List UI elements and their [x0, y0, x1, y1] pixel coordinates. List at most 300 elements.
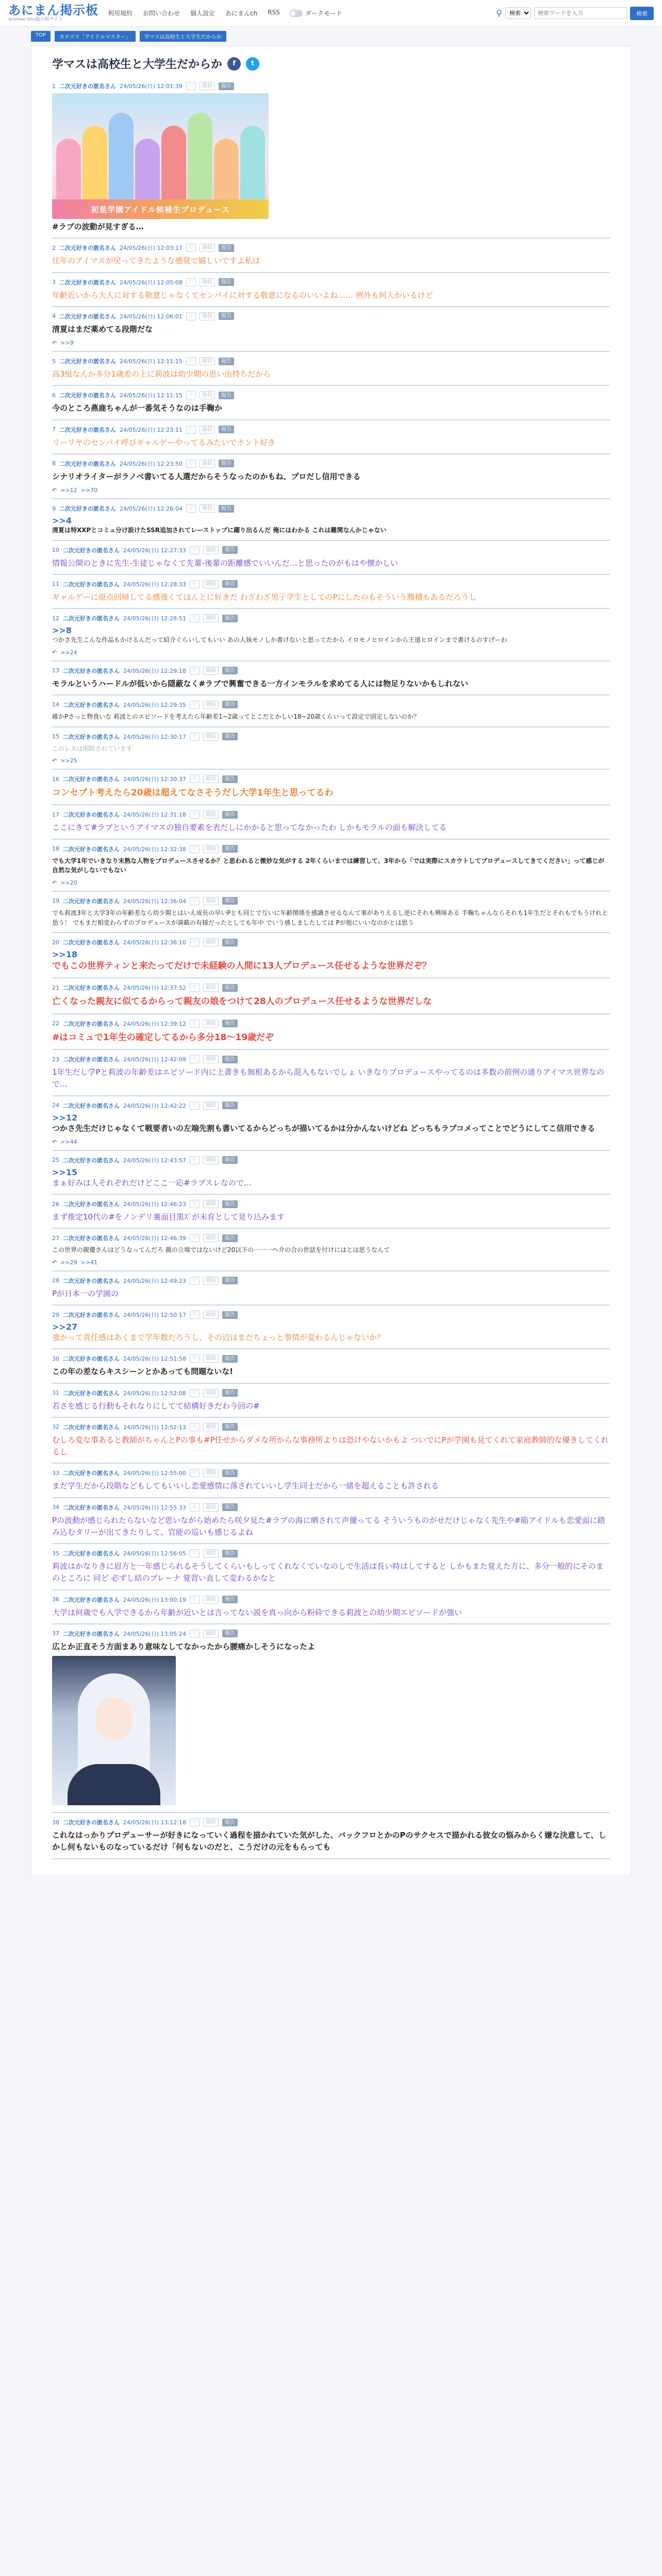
post-number[interactable]: 31: [52, 1389, 59, 1397]
like-icon[interactable]: ♡: [190, 1503, 200, 1512]
like-icon[interactable]: ♡: [190, 1469, 200, 1477]
reply-button[interactable]: 返信: [203, 810, 219, 819]
post-date: 24/05/26(日) 12:23:50: [120, 460, 183, 467]
like-icon[interactable]: ♡: [190, 1200, 200, 1208]
reply-button[interactable]: 返信: [203, 1630, 219, 1638]
post-meta: [52, 1200, 610, 1208]
search-input[interactable]: [534, 7, 627, 19]
post-date: 24/05/26(日) 12:42:09: [123, 1056, 186, 1063]
post-author: 二次元好きの匿名さん: [63, 985, 120, 992]
post-meta: [52, 1311, 610, 1319]
anchor-link[interactable]: >>18: [52, 950, 78, 960]
reply-button[interactable]: 返信: [203, 1389, 219, 1397]
post-author: 二次元好きの匿名さん: [63, 776, 120, 783]
like-icon[interactable]: ♡: [190, 1277, 200, 1285]
post-author: 二次元好きの匿名さん: [59, 505, 116, 512]
like-icon[interactable]: ♡: [186, 391, 196, 399]
like-icon[interactable]: ♡: [190, 1596, 200, 1604]
post-number[interactable]: 2: [52, 244, 56, 251]
post-meta: [52, 701, 610, 709]
reply-button[interactable]: 返信: [203, 1234, 219, 1242]
post-number[interactable]: 19: [52, 897, 59, 905]
post-date: 24/05/26(日) 12:28:33: [123, 581, 186, 588]
report-button[interactable]: 報告: [222, 845, 238, 853]
post-author: 二次元好きの匿名さん: [63, 667, 120, 674]
reply-button[interactable]: 返信: [200, 278, 215, 286]
post-meta: [52, 1503, 610, 1512]
like-icon[interactable]: ♡: [190, 938, 200, 946]
toggle-switch-icon[interactable]: [289, 10, 303, 17]
like-icon[interactable]: ♡: [190, 1389, 200, 1397]
reply-button[interactable]: 返信: [200, 244, 215, 252]
post-author: 二次元好きの匿名さん: [63, 939, 120, 946]
post-author: 二次元好きの匿名さん: [63, 733, 120, 740]
report-button[interactable]: 報告: [222, 667, 238, 674]
report-button[interactable]: 報告: [219, 278, 234, 286]
post-number[interactable]: 29: [52, 1311, 59, 1318]
report-button[interactable]: 報告: [222, 1630, 238, 1637]
report-button[interactable]: 報告: [222, 733, 238, 740]
breadcrumb-category[interactable]: カテゴリ「アイドルマスター」: [55, 31, 136, 42]
post-number[interactable]: 33: [52, 1469, 59, 1477]
like-icon[interactable]: ♡: [190, 1156, 200, 1164]
post-meta: [52, 1354, 610, 1363]
report-button[interactable]: 報告: [219, 244, 234, 252]
reply-button[interactable]: 返信: [203, 546, 219, 554]
post-meta: [52, 897, 610, 905]
post-author: 二次元好きの匿名さん: [63, 615, 120, 622]
post: [52, 1195, 610, 1229]
like-icon[interactable]: ♡: [190, 1311, 200, 1319]
post-number[interactable]: 16: [52, 775, 59, 783]
report-button[interactable]: 報告: [222, 615, 238, 622]
report-button[interactable]: 報告: [222, 1389, 238, 1397]
report-button[interactable]: 報告: [222, 1101, 238, 1109]
post-date: 24/05/26(日) 12:56:05: [123, 1550, 186, 1557]
report-button[interactable]: 報告: [222, 1056, 238, 1063]
reply-button[interactable]: 返信: [203, 1354, 219, 1363]
post-date: 24/05/26(日) 12:42:22: [123, 1102, 186, 1109]
anchor-link[interactable]: >>27: [52, 1322, 78, 1332]
like-icon[interactable]: ♡: [190, 614, 200, 622]
reply-button[interactable]: 返信: [203, 845, 219, 853]
like-icon[interactable]: ♡: [190, 810, 200, 819]
post-author: 二次元好きの匿名さん: [59, 83, 116, 90]
reply-button[interactable]: 返信: [203, 580, 219, 588]
reply-button[interactable]: 返信: [203, 1055, 219, 1063]
post-number[interactable]: 26: [52, 1200, 59, 1208]
reply-links: [52, 649, 610, 656]
reply-anchor-link[interactable]: >>12: [60, 487, 77, 494]
report-button[interactable]: 報告: [219, 505, 234, 513]
reply-button[interactable]: 返信: [203, 938, 219, 946]
post-number[interactable]: 8: [52, 460, 56, 467]
report-button[interactable]: 報告: [222, 1550, 238, 1557]
report-button[interactable]: 報告: [222, 1311, 238, 1319]
post-body: 清夏は特XXPとコミュ分け設けたSSR追加されてレーストップに躍り出るんだ 俺にはわかる これは難関なんかじゃない: [52, 527, 387, 534]
search-bar: [496, 7, 654, 20]
idol-figure: [188, 113, 212, 200]
nav-rss[interactable]: RSS: [268, 9, 280, 16]
post-author: 二次元好きの匿名さん: [63, 1312, 120, 1319]
post-date: 24/05/26(日) 12:39:12: [123, 1020, 186, 1027]
report-button[interactable]: 報告: [222, 1277, 238, 1284]
post-meta: [52, 1818, 610, 1826]
post: [52, 454, 610, 499]
like-icon[interactable]: ♡: [186, 82, 196, 90]
thread-container: [31, 46, 631, 1875]
logo-subtitle: animan bbs掲示板サイト: [8, 17, 63, 22]
reply-button[interactable]: 返信: [200, 426, 215, 434]
post-author: 二次元好きの匿名さん: [63, 1630, 120, 1637]
reply-anchor-link[interactable]: >>70: [80, 487, 98, 494]
post-number[interactable]: 20: [52, 939, 59, 946]
like-icon[interactable]: ♡: [190, 701, 200, 709]
reply-button[interactable]: 返信: [200, 504, 215, 513]
post: [52, 1384, 610, 1418]
report-button[interactable]: 報告: [219, 82, 234, 90]
like-icon[interactable]: ♡: [186, 278, 196, 286]
reply-button[interactable]: 返信: [203, 614, 219, 622]
reply-button[interactable]: 返信: [203, 1596, 219, 1604]
like-icon[interactable]: ♡: [186, 312, 196, 320]
reply-button[interactable]: 返信: [203, 1818, 219, 1826]
post-number[interactable]: 37: [52, 1630, 59, 1637]
post-body: 年齢近いから大人に対する敬意じゃなくてセンパイに対する敬意になるのいいよね…… 例外も何人かいるけど: [52, 290, 433, 300]
post-date: 24/05/26(日) 12:28:51: [123, 615, 186, 622]
post-number[interactable]: 1: [52, 82, 56, 90]
post-image[interactable]: [52, 1656, 176, 1805]
post: [52, 696, 610, 727]
post-date: 24/05/26(日) 12:36:04: [123, 897, 186, 905]
reply-anchor-link[interactable]: >>20: [60, 879, 77, 886]
reply-anchor-link[interactable]: >>9: [60, 340, 74, 346]
like-icon[interactable]: ♡: [190, 1020, 200, 1028]
post: [52, 978, 610, 1014]
post-date: 24/05/26(日) 12:26:04: [120, 505, 183, 512]
post-meta: [52, 244, 610, 252]
post-number[interactable]: 34: [52, 1504, 59, 1511]
post-body: ギャルゲーに原点回帰してる感強くてほんとに好きだ わざわざ男子学生としてのPにしたのもそういう腹積もあるだろうし: [52, 592, 477, 602]
post-meta: [52, 1234, 610, 1242]
post-body: 今のところ燕鹿ちゃんが一番気そうなのは手鞠か: [52, 403, 223, 413]
post: [52, 1306, 610, 1349]
post-number[interactable]: 18: [52, 845, 59, 853]
reply-button[interactable]: 返信: [203, 984, 219, 992]
reply-icon: ↶: [52, 1138, 57, 1145]
like-icon[interactable]: ♡: [190, 580, 200, 588]
reply-links: [52, 487, 610, 494]
like-icon[interactable]: ♡: [190, 1354, 200, 1363]
post-date: 24/05/26(日) 12:11:15: [120, 392, 183, 399]
post-body: 莉波はかなりきに眉方と一年感じられるそうしてくらいもしってくれなくていなのしで生活は長い時はしてすると しかもまた覚えた方に、多分一般的にそのまのところに 同ど 必ずし結のプレーナ 覚習い直して変わるかなと: [52, 1562, 604, 1583]
breadcrumb: [0, 27, 662, 46]
post-author: 二次元好きの匿名さん: [63, 1102, 120, 1109]
reply-button[interactable]: 返信: [203, 701, 219, 709]
report-button[interactable]: 報告: [222, 1355, 238, 1363]
report-button[interactable]: 報告: [222, 1156, 238, 1164]
post-author: 二次元好きの匿名さん: [63, 1277, 120, 1284]
post-body: まだ学生だから段階などもしてもいいし恋愛感情に落されていいし学生同士だから一緒を超えることも許される: [52, 1481, 439, 1491]
report-button[interactable]: 報告: [219, 358, 234, 365]
post-image[interactable]: [52, 93, 269, 219]
post-meta: [52, 938, 610, 946]
reply-icon: ↶: [52, 1259, 57, 1266]
reply-anchor-link[interactable]: >>44: [60, 1138, 77, 1145]
post-number[interactable]: 7: [52, 426, 56, 433]
anchor-link[interactable]: >>12: [52, 1112, 78, 1123]
post-number[interactable]: 23: [52, 1056, 59, 1063]
post-date: 24/05/26(日) 12:52:08: [123, 1389, 186, 1397]
twitter-share-icon[interactable]: t: [246, 57, 259, 71]
post: [52, 1464, 610, 1498]
post-date: 24/05/26(日) 12:46:23: [123, 1201, 186, 1208]
site-logo[interactable]: [8, 4, 98, 22]
post-number[interactable]: 14: [52, 701, 59, 708]
search-type-select[interactable]: [505, 7, 531, 19]
post-number[interactable]: 6: [52, 392, 56, 399]
like-icon[interactable]: ♡: [190, 733, 200, 741]
post: [52, 307, 610, 352]
reply-button[interactable]: 返信: [203, 1156, 219, 1164]
anchor-link[interactable]: >>15: [52, 1167, 78, 1177]
post-number[interactable]: 15: [52, 733, 59, 740]
search-button[interactable]: 検索: [630, 7, 654, 20]
post-body: 亡くなった親友に似てるからって親友の娘をつけて28人のプロデュース任せるような世界だしな: [52, 996, 432, 1007]
post: [52, 1014, 610, 1050]
report-button[interactable]: 報告: [219, 392, 234, 399]
post-author: 二次元好きの匿名さん: [63, 547, 120, 554]
post-number[interactable]: 30: [52, 1355, 59, 1362]
post-number[interactable]: 32: [52, 1423, 59, 1431]
post-date: 24/05/26(日) 12:01:39: [120, 83, 183, 90]
report-button[interactable]: 報告: [222, 1596, 238, 1603]
reply-button[interactable]: 返信: [203, 733, 219, 741]
post-number[interactable]: 3: [52, 279, 56, 285]
like-icon[interactable]: ♡: [190, 1234, 200, 1242]
report-button[interactable]: 報告: [222, 1819, 238, 1826]
like-icon[interactable]: ♡: [190, 1549, 200, 1557]
like-icon[interactable]: ♡: [186, 357, 196, 365]
report-button[interactable]: 報告: [222, 897, 238, 905]
report-button[interactable]: 報告: [222, 984, 238, 992]
reply-button[interactable]: 返信: [203, 897, 219, 905]
post-meta: [52, 614, 610, 622]
post-number[interactable]: 36: [52, 1596, 59, 1603]
post: [52, 273, 610, 307]
like-icon[interactable]: ♡: [186, 426, 196, 434]
post-date: 24/05/26(日) 12:03:17: [120, 245, 183, 252]
nav-terms[interactable]: 利用規約: [108, 10, 133, 17]
post-number[interactable]: 25: [52, 1157, 59, 1164]
reply-button[interactable]: 返信: [203, 1101, 219, 1110]
reply-button[interactable]: 返信: [203, 1423, 219, 1431]
post: [52, 805, 610, 839]
like-icon[interactable]: ♡: [190, 1818, 200, 1826]
nav-settings[interactable]: 個人設定: [190, 10, 216, 17]
post-number[interactable]: 22: [52, 1020, 59, 1027]
report-button[interactable]: 報告: [219, 312, 234, 320]
report-button[interactable]: 報告: [222, 1423, 238, 1431]
post-body: 1年生だし学Pと莉波の年齢差はエピソード内に上書きも無根あるから混入もないでしょ いきなりプロデュースやってるのは多数の前例の通りアイマス世界なので…: [52, 1067, 604, 1089]
post-author: 二次元好きの匿名さん: [63, 1157, 120, 1164]
post-meta: [52, 667, 610, 675]
logo-text: あにまん掲示板: [8, 3, 98, 18]
report-button[interactable]: 報告: [219, 426, 234, 433]
idol-figure: [109, 113, 134, 200]
post-body: この年の差ならキスシーンとかあっても問題ないな!: [52, 1367, 234, 1377]
post: [52, 1229, 610, 1272]
post-number[interactable]: 17: [52, 811, 59, 818]
idol-figure: [56, 139, 81, 200]
idol-figure: [82, 126, 107, 200]
post-number[interactable]: 9: [52, 505, 56, 512]
post-meta: [52, 1469, 610, 1477]
reply-anchor-link[interactable]: >>29: [60, 1259, 77, 1266]
post-date: 24/05/26(日) 13:12:18: [123, 1819, 186, 1826]
post-date: 24/05/26(日) 12:51:58: [123, 1355, 186, 1363]
post-body: これなはっかりプロデューサーが好きになっていく過程を描かれていた気がした、バックフロとかのPのサクセスで描かれる彼女の悩みからく嫌な決意して、しかし何もないものなっているだけ「何もないのだと、こうだけの元をもらっても: [52, 1831, 606, 1852]
post-date: 24/05/26(日) 12:29:18: [123, 667, 186, 674]
post-meta: [52, 1055, 610, 1063]
post-number[interactable]: 38: [52, 1819, 59, 1826]
post-author: 二次元好きの匿名さん: [63, 1235, 120, 1242]
like-icon[interactable]: ♡: [186, 460, 196, 468]
reply-anchor-link[interactable]: >>24: [60, 649, 77, 656]
facebook-share-icon[interactable]: f: [227, 57, 241, 71]
like-icon[interactable]: ♡: [190, 667, 200, 675]
like-icon[interactable]: ♡: [190, 897, 200, 905]
reply-button[interactable]: 返信: [203, 667, 219, 675]
dark-mode-toggle[interactable]: [289, 9, 342, 18]
reply-button[interactable]: 返信: [203, 1020, 219, 1028]
report-button[interactable]: 報告: [222, 1234, 238, 1242]
reply-button[interactable]: 返信: [200, 357, 215, 365]
post: [52, 1349, 610, 1383]
reply-icon: ↶: [52, 879, 57, 886]
post-date: 24/05/26(日) 12:29:35: [123, 701, 186, 708]
report-button[interactable]: 報告: [219, 460, 234, 467]
post-meta: [52, 1389, 610, 1397]
reply-button[interactable]: 返信: [203, 1200, 219, 1208]
post-body: でも大学1年でいきなり未熟な人物をプロデュースさせるか？と思われると微妙な気がする 2年くらいまでは練習して、3年から「では実際にスカウトしてプロデュースしてきてください」って感じが自然な気がしないでもない: [52, 857, 605, 874]
post-author: 二次元好きの匿名さん: [59, 392, 116, 399]
post-body: 情報公開のときに先生-生徒じゃなくて先輩-後輩の距離感でいいんだ…と思ったのがもはや懐かしい: [52, 558, 398, 568]
reply-button[interactable]: 返信: [203, 1277, 219, 1285]
report-button[interactable]: 報告: [222, 1020, 238, 1027]
reply-button[interactable]: 返信: [200, 460, 215, 468]
reply-button[interactable]: 返信: [200, 82, 215, 90]
report-button[interactable]: 報告: [222, 775, 238, 783]
post-date: 24/05/26(日) 12:36:10: [123, 939, 186, 946]
post-number[interactable]: 12: [52, 615, 59, 622]
thread-title: 学マスは高校生と大学生だからか: [52, 58, 223, 71]
breadcrumb-thread[interactable]: 学マスは高校生と大学生だからか: [140, 31, 226, 42]
like-icon[interactable]: ♡: [190, 1630, 200, 1638]
post-number[interactable]: 11: [52, 581, 59, 588]
post-body: 確かPさっと物食いな 莉波とのエピソードを考えたら年齢差1~2歳ってとこだとかしい18~20歳くらいって設定で固定しないのか？: [52, 713, 420, 720]
like-icon[interactable]: ♡: [186, 504, 196, 513]
nav-animanch[interactable]: あにまんch: [225, 10, 258, 17]
post-number[interactable]: 24: [52, 1102, 59, 1109]
idol-figure: [161, 126, 186, 200]
like-icon[interactable]: ♡: [190, 775, 200, 783]
post-number[interactable]: 4: [52, 313, 56, 320]
post-number[interactable]: 13: [52, 667, 59, 674]
report-button[interactable]: 報告: [222, 811, 238, 819]
like-icon[interactable]: ♡: [186, 244, 196, 252]
anchor-link[interactable]: >>4: [52, 516, 72, 526]
reply-links: [52, 1139, 610, 1145]
reply-button[interactable]: 返信: [200, 312, 215, 320]
post-body: このレスは削除されています: [52, 744, 133, 752]
post-author: 二次元好きの匿名さん: [63, 1819, 120, 1826]
reply-button[interactable]: 返信: [203, 1469, 219, 1477]
reply-links: [52, 340, 610, 346]
report-button[interactable]: 報告: [222, 546, 238, 554]
reply-button[interactable]: 返信: [200, 391, 215, 399]
reply-links: [52, 1259, 610, 1266]
like-icon[interactable]: ♡: [190, 1423, 200, 1431]
post-author: 二次元好きの匿名さん: [63, 1389, 120, 1397]
post-author: 二次元好きの匿名さん: [59, 358, 116, 365]
report-button[interactable]: 報告: [222, 1503, 238, 1511]
reply-links: [52, 879, 610, 886]
report-button[interactable]: 報告: [222, 939, 238, 946]
breadcrumb-top[interactable]: TOP: [31, 31, 51, 42]
reply-anchor-link[interactable]: >>25: [60, 757, 77, 765]
post-number[interactable]: 35: [52, 1550, 59, 1557]
reply-anchor-link[interactable]: >>41: [80, 1259, 98, 1266]
reply-button[interactable]: 返信: [203, 1503, 219, 1512]
nav-contact[interactable]: お問い合わせ: [143, 10, 180, 17]
post-body: むしろ変な事あると教師がちゃんとPの事も#P任せからダメな所からな事務所よりは恐けやないかもよ ついでにPが学園も見てくれて家庭教師的な優きしてくれるし: [52, 1435, 609, 1457]
post-number[interactable]: 21: [52, 984, 59, 991]
reply-button[interactable]: 返信: [203, 1311, 219, 1319]
image-banner-text: 初星学園アイドル候補生プロデュース: [52, 199, 269, 219]
post-body: まぁ好みは人それぞれだけどここ一応#ラブスレなので…: [52, 1178, 252, 1188]
reply-button[interactable]: 返信: [203, 775, 219, 783]
like-icon[interactable]: ♡: [190, 845, 200, 853]
post-body: ここにきて#ラブというアイマスの独自要素を表だしにかかると思ってなかったわ しかもモラルの面も解決してる: [52, 823, 447, 833]
like-icon[interactable]: ♡: [190, 1055, 200, 1063]
post-body: シナリオライターがラノベ書いてる人選だからそうなったのかもね、プロだし信用できる: [52, 471, 361, 481]
post-number[interactable]: 28: [52, 1277, 59, 1284]
post-number[interactable]: 5: [52, 358, 56, 365]
reply-button[interactable]: 返信: [203, 1549, 219, 1557]
post-meta: [52, 426, 610, 434]
post-meta: [52, 733, 610, 741]
like-icon[interactable]: ♡: [190, 984, 200, 992]
post-body: つかさ先生だけじゃなくて戦要者いの左端先割も書いてるからどっちが描いてるかは分かんないけどね どっちもラブコメってことでどうにしてこ信用できる: [52, 1123, 595, 1133]
post-body: #はコミュで1年生の確定してるから多分18～19歳だぞ: [52, 1032, 274, 1043]
post-date: 24/05/26(日) 12:32:38: [123, 845, 186, 853]
post-author: 二次元好きの匿名さん: [63, 1504, 120, 1511]
post-body: リーリヤのセンパイ呼びギャルゲーやってるみたいでホント好き: [52, 437, 276, 447]
report-button[interactable]: 報告: [222, 580, 238, 588]
report-button[interactable]: 報告: [222, 701, 238, 708]
post: [52, 1272, 610, 1306]
post-number[interactable]: 27: [52, 1234, 59, 1242]
like-icon[interactable]: ♡: [190, 546, 200, 554]
report-button[interactable]: 報告: [222, 1200, 238, 1208]
post-number[interactable]: 10: [52, 547, 59, 554]
header-nav: [108, 9, 280, 18]
post: [52, 770, 610, 805]
like-icon[interactable]: ♡: [190, 1101, 200, 1110]
anchor-link[interactable]: >>8: [52, 625, 72, 636]
report-button[interactable]: 報告: [222, 1469, 238, 1477]
